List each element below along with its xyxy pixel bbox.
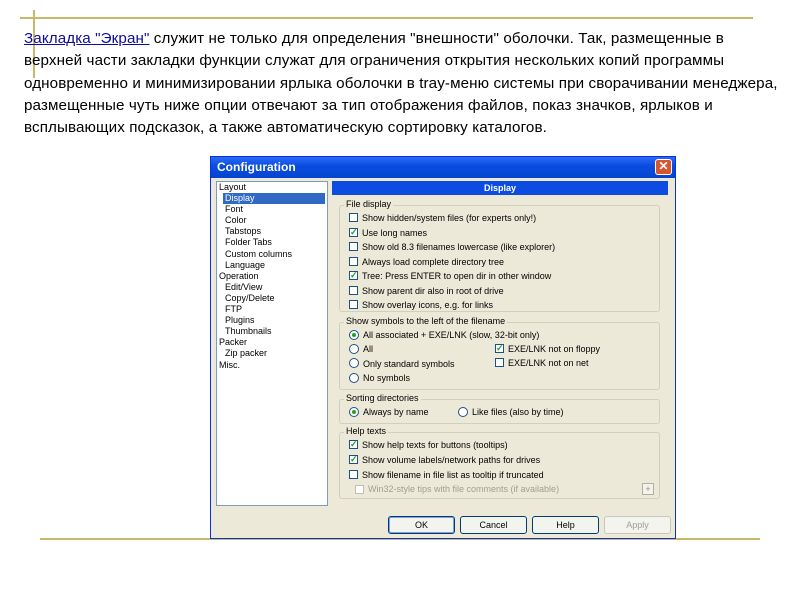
close-button[interactable] <box>655 159 672 175</box>
radio-option[interactable] <box>349 358 455 370</box>
tree-item[interactable]: Misc. <box>219 359 240 370</box>
radio-option[interactable] <box>458 406 564 418</box>
option-label: Win32-style tips with file comments (if available) <box>368 484 560 495</box>
tree-item[interactable]: Color <box>225 215 247 226</box>
checkbox-option[interactable] <box>349 469 544 481</box>
intro-body: служит не только для определения "внешности" оболочки. Так, размещенные в верхней части закладки функции служат для ограничения открытия нескольких копий программы одновременно и минимизировании ярлыка оболочки в tray-меню системы при сворачивании менеджера, размещенные чуть ниже опции отвечают за тип отображения файлов, показ значков, ярлыков и всплывающих подсказок, а также автоматическую сортировку каталогов. <box>24 30 778 137</box>
radio-option[interactable] <box>349 329 539 341</box>
group-symbols <box>339 316 660 390</box>
tree-item[interactable]: Thumbnails <box>225 326 272 337</box>
option-label: All <box>363 344 374 355</box>
checkbox-option[interactable] <box>349 439 508 451</box>
option-label: Show overlay icons, e.g. for links <box>362 300 494 310</box>
tree-item[interactable]: Language <box>225 259 266 270</box>
checkbox-option[interactable] <box>349 212 536 224</box>
tree-item[interactable]: Layout <box>219 182 247 192</box>
decorative-top-line <box>20 17 753 19</box>
option-label: Show hidden/system files (for experts only!) <box>362 213 537 223</box>
checkbox-option[interactable] <box>355 483 559 495</box>
group-title: Show symbols to the left of the filename <box>346 316 506 326</box>
tree-item[interactable]: Edit/View <box>225 281 263 292</box>
dialog-titlebar[interactable] <box>211 157 675 178</box>
option-label: Only standard symbols <box>363 358 455 369</box>
configuration-dialog <box>210 156 676 539</box>
checkbox-option[interactable] <box>349 454 540 466</box>
cancel-button[interactable]: Cancel <box>460 516 527 534</box>
tree-item[interactable]: Copy/Delete <box>225 292 275 303</box>
group-title: File display <box>346 199 392 209</box>
tree-item[interactable]: Packer <box>219 337 248 348</box>
option-label: No symbols <box>363 372 411 383</box>
tree-item[interactable]: Font <box>225 204 244 215</box>
radio-unselected[interactable] <box>349 358 359 368</box>
tree-item[interactable]: Tabstops <box>225 226 262 237</box>
intro-link[interactable]: Закладка "Экран" <box>24 30 150 47</box>
option-label: Show volume labels/network paths for drives <box>362 454 541 465</box>
tree-item[interactable]: Plugins <box>225 315 255 326</box>
tree-item[interactable]: Folder Tabs <box>225 237 272 248</box>
checkbox-unchecked[interactable] <box>349 257 358 266</box>
checkbox-unchecked[interactable] <box>355 485 364 494</box>
option-label: All associated + EXE/LNK (slow, 32-bit only) <box>363 330 540 340</box>
radio-unselected[interactable] <box>349 344 359 354</box>
radio-selected[interactable] <box>349 330 359 340</box>
expand-button[interactable]: + <box>642 483 654 495</box>
radio-option[interactable] <box>349 406 429 418</box>
checkbox-checked[interactable]: ✓ <box>350 226 358 237</box>
group-sorting <box>339 393 660 424</box>
option-label: Always by name <box>363 407 429 417</box>
checkbox-unchecked[interactable] <box>349 286 358 295</box>
radio-unselected[interactable] <box>349 373 359 383</box>
intro-paragraph <box>24 28 780 139</box>
option-label: Show filename in file list as tooltip if truncated <box>362 469 544 480</box>
checkbox-option[interactable] <box>349 299 493 311</box>
tree-item[interactable]: Display <box>223 193 325 204</box>
option-label: EXE/LNK not on net <box>508 358 589 369</box>
option-label: Show parent dir also in root of drive <box>362 285 504 296</box>
radio-option[interactable] <box>349 343 373 355</box>
option-label: Show old 8.3 filenames lowercase (like explorer) <box>362 242 556 252</box>
close-icon: ✕ <box>658 159 669 173</box>
ok-button[interactable]: OK <box>388 516 455 534</box>
option-label: Show help texts for buttons (tooltips) <box>362 440 508 450</box>
radio-unselected[interactable] <box>458 407 468 417</box>
checkbox-option[interactable] <box>349 227 427 239</box>
option-label: Tree: Press ENTER to open dir in other window <box>362 271 552 281</box>
settings-tree[interactable] <box>216 181 328 506</box>
checkbox-unchecked[interactable] <box>349 300 358 309</box>
help-button[interactable]: Help <box>532 516 599 534</box>
checkbox-option[interactable] <box>349 270 551 282</box>
checkbox-option[interactable] <box>495 357 589 369</box>
option-label: Use long names <box>362 227 428 238</box>
group-file-display <box>339 199 660 312</box>
panel-title: Display <box>332 181 668 195</box>
tree-item[interactable]: FTP <box>225 304 242 315</box>
checkbox-option[interactable] <box>349 285 504 297</box>
checkbox-checked[interactable]: ✓ <box>496 343 504 354</box>
option-label: Like files (also by time) <box>472 407 564 417</box>
apply-button[interactable]: Apply <box>604 516 671 534</box>
option-label: EXE/LNK not on floppy <box>508 344 601 354</box>
checkbox-option[interactable] <box>349 256 504 268</box>
checkbox-checked[interactable]: ✓ <box>350 270 358 281</box>
checkbox-checked[interactable]: ✓ <box>350 453 358 464</box>
tree-item[interactable]: Custom columns <box>225 248 293 259</box>
option-label: Always load complete directory tree <box>362 256 505 267</box>
group-help-texts <box>339 426 660 499</box>
checkbox-checked[interactable]: ✓ <box>350 439 358 450</box>
radio-option[interactable] <box>349 372 410 384</box>
group-title: Sorting directories <box>346 393 419 403</box>
dialog-title: Configuration <box>217 160 296 174</box>
tree-item[interactable]: Zip packer <box>225 348 268 359</box>
checkbox-unchecked[interactable] <box>349 242 358 251</box>
tree-item[interactable]: Operation <box>219 270 259 281</box>
checkbox-option[interactable] <box>495 343 600 355</box>
checkbox-unchecked[interactable] <box>495 358 504 367</box>
group-title: Help texts <box>346 426 387 436</box>
checkbox-unchecked[interactable] <box>349 213 358 222</box>
checkbox-unchecked[interactable] <box>349 470 358 479</box>
checkbox-option[interactable] <box>349 241 555 253</box>
radio-selected[interactable] <box>349 407 359 417</box>
display-panel <box>332 181 668 508</box>
